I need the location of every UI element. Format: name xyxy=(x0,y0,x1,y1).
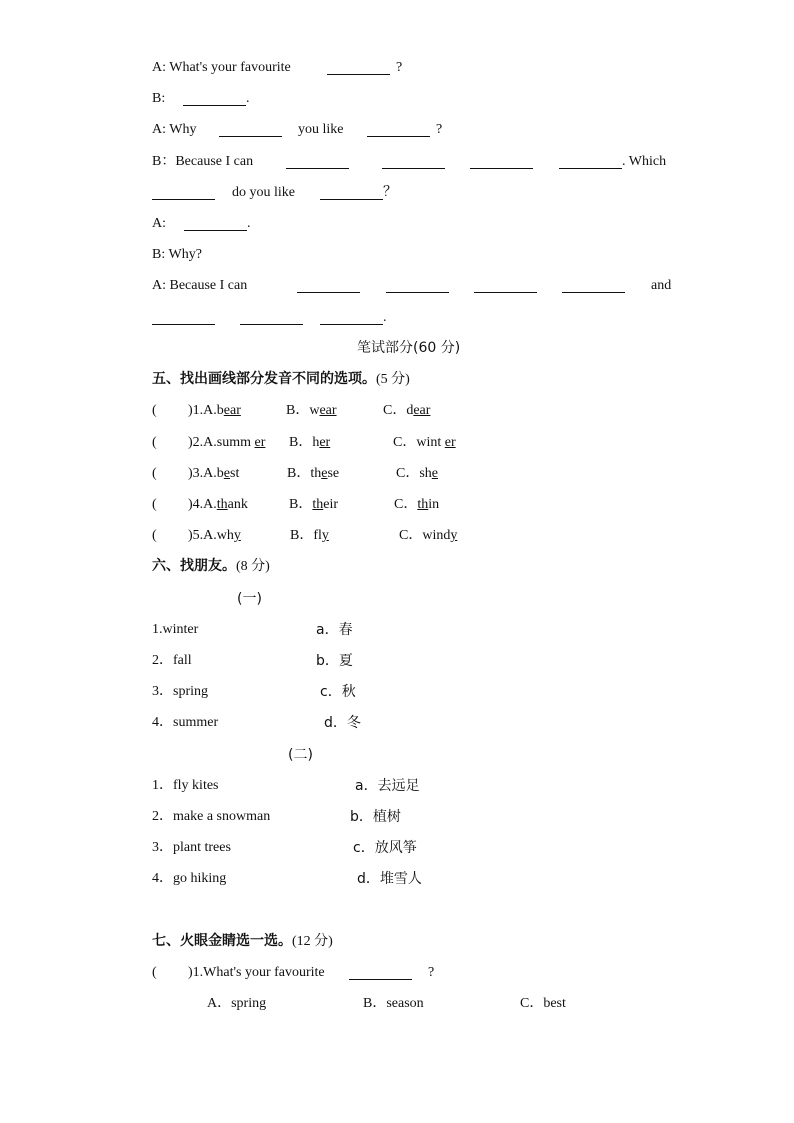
answer-blank[interactable] xyxy=(152,310,215,325)
dialogue-line-1 xyxy=(152,59,291,77)
option-a: )5.A.why xyxy=(188,528,241,543)
answer-blank[interactable] xyxy=(286,154,349,169)
dialogue-text: ? xyxy=(436,122,443,137)
answer-blank[interactable] xyxy=(152,185,215,200)
dialogue-text: B: Why? xyxy=(152,247,202,262)
section-points: (12 分) xyxy=(292,934,333,949)
answer-paren[interactable]: ( xyxy=(152,965,157,980)
dialogue-text: A: What's your favourite xyxy=(152,60,291,75)
dialogue-text: B：Because I can xyxy=(152,154,254,169)
match-right-item: c．放风筝 xyxy=(353,840,417,856)
dialogue-text: and xyxy=(651,278,672,293)
match-left-item: 2．fall xyxy=(152,653,192,668)
option-c: C．wint er xyxy=(393,435,456,450)
answer-blank[interactable] xyxy=(382,154,445,169)
dialogue-text: A: xyxy=(152,216,166,231)
section-title: 五、找出画线部分发音不同的选项。 xyxy=(152,371,376,387)
written-section-title: 笔试部分(60 分) xyxy=(357,340,461,356)
answer-blank[interactable] xyxy=(320,310,383,325)
option-a: )2.A.summ er xyxy=(188,435,266,450)
match-right-item: b．夏 xyxy=(316,653,353,669)
option-c: C．dear xyxy=(383,403,431,418)
section-7-heading xyxy=(152,932,333,951)
match-right-item: b．植树 xyxy=(350,809,401,825)
match-right-item: a．去远足 xyxy=(355,778,420,794)
match-left-item: 3．plant trees xyxy=(152,840,231,855)
answer-blank[interactable] xyxy=(219,122,282,137)
match-right-item: a．春 xyxy=(316,622,353,638)
answer-blank[interactable] xyxy=(297,278,360,293)
choice-a[interactable]: A．spring xyxy=(207,996,267,1011)
question-text: ? xyxy=(428,965,435,980)
option-b: B．her xyxy=(289,435,331,450)
match-right-item: c．秋 xyxy=(320,684,356,700)
option-a: )1.A.bear xyxy=(188,403,241,418)
match-left-item: 2．make a snowman xyxy=(152,809,271,824)
option-b: B．fly xyxy=(290,528,329,543)
answer-blank[interactable] xyxy=(327,60,390,75)
part-2-label: (二) xyxy=(288,747,313,763)
option-a: )4.A.thank xyxy=(188,497,248,512)
section-5-heading xyxy=(152,370,410,389)
answer-blank[interactable] xyxy=(562,278,625,293)
dialogue-text: . Which xyxy=(622,154,667,169)
match-left-item: 4．summer xyxy=(152,715,219,730)
question-text: )1.What's your favourite xyxy=(188,965,325,980)
answer-blank[interactable] xyxy=(559,154,622,169)
match-right-item: d．冬 xyxy=(324,715,361,731)
dialogue-text: A: Why xyxy=(152,122,197,137)
dialogue-text: A: Because I can xyxy=(152,278,248,293)
answer-blank[interactable] xyxy=(320,185,383,200)
answer-paren[interactable]: ( xyxy=(152,497,157,512)
option-c: C．she xyxy=(396,466,439,481)
section-points: (5 分) xyxy=(376,372,410,387)
option-c: C．thin xyxy=(394,497,440,512)
answer-blank[interactable] xyxy=(470,154,533,169)
choice-c[interactable]: C．best xyxy=(520,996,566,1011)
part-1-label: (一) xyxy=(237,591,262,607)
match-right-item: d．堆雪人 xyxy=(357,871,422,887)
answer-paren[interactable]: ( xyxy=(152,528,157,543)
section-title: 六、找朋友。 xyxy=(152,558,236,574)
option-b: B．their xyxy=(289,497,338,512)
choice-b[interactable]: B．season xyxy=(363,996,424,1011)
dialogue-text: . xyxy=(246,91,250,106)
section-points: (8 分) xyxy=(236,559,270,574)
dialogue-text: . xyxy=(383,310,387,325)
answer-blank[interactable] xyxy=(184,216,247,231)
answer-blank[interactable] xyxy=(183,91,246,106)
answer-blank[interactable] xyxy=(367,122,430,137)
answer-blank[interactable] xyxy=(386,278,449,293)
dialogue-text: ? xyxy=(396,60,403,75)
dialogue-text: ？ xyxy=(383,185,397,200)
answer-paren[interactable]: ( xyxy=(152,435,157,450)
option-c: C．windy xyxy=(399,528,458,543)
answer-blank[interactable] xyxy=(349,965,412,980)
section-6-heading xyxy=(152,557,270,576)
match-left-item: 4．go hiking xyxy=(152,871,227,886)
section-title: 七、火眼金睛选一选。 xyxy=(152,933,292,949)
option-b: B．these xyxy=(287,466,340,481)
dialogue-text: you like xyxy=(298,122,344,137)
option-b: B．wear xyxy=(286,403,337,418)
answer-blank[interactable] xyxy=(240,310,303,325)
dialogue-text: do you like xyxy=(232,185,295,200)
answer-blank[interactable] xyxy=(474,278,537,293)
dialogue-text: . xyxy=(247,216,251,231)
answer-paren[interactable]: ( xyxy=(152,403,157,418)
match-left-item: 3．spring xyxy=(152,684,208,699)
match-left-item: 1.winter xyxy=(152,622,199,637)
option-a: )3.A.best xyxy=(188,466,240,481)
dialogue-text: B: xyxy=(152,91,166,106)
match-left-item: 1．fly kites xyxy=(152,778,219,793)
answer-paren[interactable]: ( xyxy=(152,466,157,481)
